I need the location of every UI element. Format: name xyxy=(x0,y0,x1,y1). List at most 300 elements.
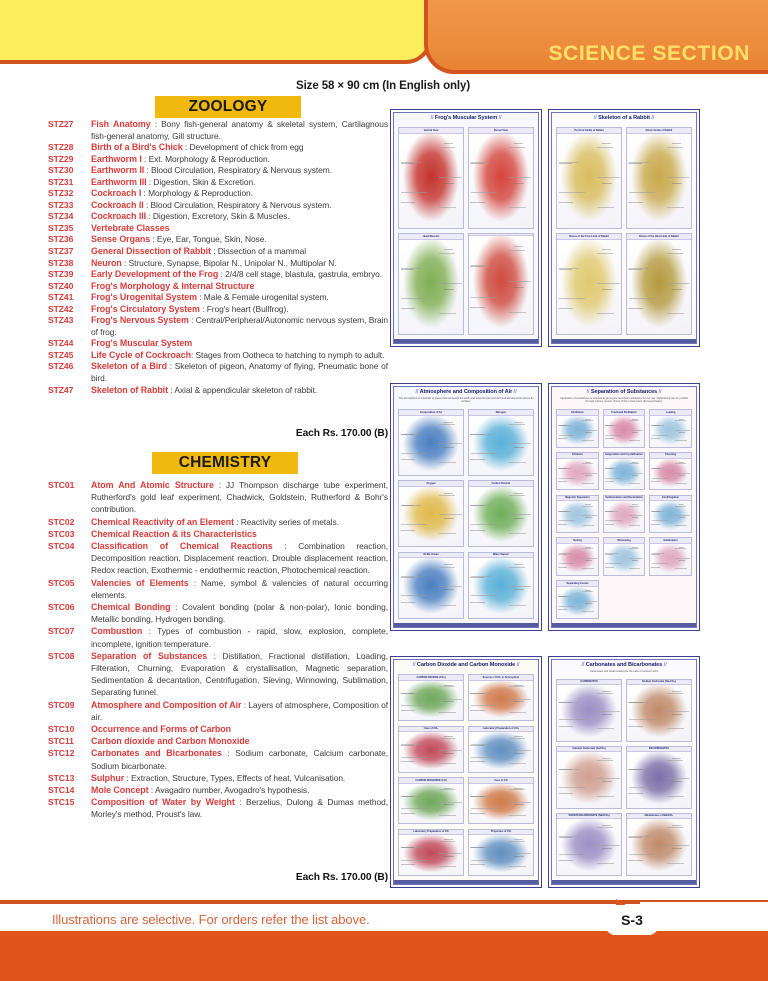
catalog-item-row xyxy=(48,211,388,223)
poster-footer-strip xyxy=(394,623,538,627)
item-code: STC07 xyxy=(48,626,75,637)
poster-label-tick xyxy=(559,269,572,270)
catalog-item-row xyxy=(48,699,388,723)
catalog-item-row xyxy=(48,625,388,649)
poster-label-tick xyxy=(470,434,483,435)
item-code: STZ47 xyxy=(48,384,74,395)
poster-panel-art xyxy=(469,732,533,772)
poster-label-tick xyxy=(444,249,453,250)
poster-panel-caption: Nitrogen xyxy=(469,410,533,416)
poster-label-tick xyxy=(679,419,685,420)
poster-label-tick xyxy=(514,518,524,519)
poster-label-tick xyxy=(470,796,483,797)
poster-panel-caption: CARBON MONOXIDE (CO) xyxy=(399,778,463,784)
poster-panel xyxy=(398,726,464,773)
poster-panel xyxy=(649,495,691,533)
item-title: Earthworm III xyxy=(91,176,147,187)
item-description xyxy=(91,723,388,735)
item-code: STZ43 xyxy=(48,315,74,326)
item-code: STZ40 xyxy=(48,280,74,291)
poster-panel-caption: Bones of the Hind Limb of Rabbit xyxy=(627,234,691,240)
item-title: Occurrence and Forms of Carbon xyxy=(91,724,232,735)
poster-title: // Separation of Substances // xyxy=(586,389,662,395)
poster-panel-art xyxy=(627,819,691,874)
poster-label-tick xyxy=(602,781,612,782)
item-description: Frog's Urogenital System : Male & Female urogenital system. xyxy=(91,292,329,303)
poster-inner xyxy=(393,112,539,344)
poster-label-tick xyxy=(470,505,483,506)
poster-label-tick xyxy=(558,468,566,469)
item-title: Frog's Urogenital System xyxy=(91,292,197,303)
poster-inner xyxy=(551,386,697,628)
poster-label-tick xyxy=(401,202,416,203)
poster-panel-caption: Manufacture of NaHCO₃ xyxy=(627,814,691,820)
poster-label-tick xyxy=(514,736,523,737)
item-title: Chemical Bonding xyxy=(91,602,171,613)
poster-footer-strip xyxy=(552,339,696,343)
poster-label-tick xyxy=(470,577,483,578)
poster-label-tick xyxy=(444,788,453,789)
poster-label-tick xyxy=(628,163,641,164)
item-code: STZ34 xyxy=(48,211,74,222)
poster-panel xyxy=(398,409,464,476)
poster-thumbnail-skeleton-of-a-rabbit xyxy=(548,109,700,347)
poster-label-tick xyxy=(559,769,572,770)
poster-panel-art xyxy=(627,134,691,228)
poster-label-tick xyxy=(651,511,659,512)
poster-panel-caption: Separating Funnel xyxy=(557,581,597,587)
catalog-item-row xyxy=(48,246,388,258)
item-title: Valencies of Elements xyxy=(91,577,189,588)
item-title: Earthworm I xyxy=(91,153,142,164)
poster-label-tick xyxy=(470,847,483,848)
item-title: Separation of Substances xyxy=(91,650,208,661)
catalog-item-row xyxy=(48,361,388,384)
poster-panel-caption: Winnowing xyxy=(604,538,644,544)
item-title: Atmosphere and Composition of Air xyxy=(91,699,242,710)
item-title: Skeleton of Rabbit xyxy=(91,384,169,395)
item-description: General Dissection of Rabbit : Dissection of a mammal xyxy=(91,246,307,257)
poster-label-tick xyxy=(444,804,454,805)
item-code: STZ42 xyxy=(48,303,74,314)
poster-label-tick xyxy=(628,702,641,703)
poster-label-tick xyxy=(672,143,681,144)
item-code: STZ31 xyxy=(48,176,74,187)
poster-label-tick xyxy=(401,813,416,814)
catalog-item-row xyxy=(48,304,388,316)
poster-thumbnail-atmosphere-composition-of-air xyxy=(390,383,542,631)
poster-label-tick xyxy=(514,685,523,686)
item-description: Cockroach III : Digestion, Excretory, Skin & Muscles. xyxy=(91,211,290,222)
poster-panel xyxy=(468,127,534,229)
poster-label-tick xyxy=(559,837,572,838)
poster-footer-strip xyxy=(394,339,538,343)
poster-panel-caption: Centrifugation xyxy=(650,496,690,502)
poster-label-tick xyxy=(651,468,659,469)
poster-label-tick xyxy=(401,505,414,506)
poster-label-tick xyxy=(401,308,416,309)
poster-label-tick xyxy=(514,183,524,184)
poster-footer-strip xyxy=(552,880,696,884)
chemistry-price: Each Rs. 170.00 (B) xyxy=(295,872,388,883)
item-description xyxy=(91,281,388,293)
poster-panel-caption: Sources of CO₂ in Atmosphere xyxy=(469,675,533,681)
poster-label-tick xyxy=(444,422,453,423)
poster-label-tick xyxy=(401,530,416,531)
item-title: Neuron xyxy=(91,257,122,268)
poster-label-tick xyxy=(514,804,524,805)
page-header-banner xyxy=(0,0,768,74)
poster-label-tick xyxy=(651,425,659,426)
poster-label-tick xyxy=(444,753,454,754)
poster-panel-caption: Sodium Carbonate (Na₂CO₃) xyxy=(627,680,691,686)
poster-inner xyxy=(393,659,539,885)
poster-panel xyxy=(398,480,464,547)
item-title: General Dissection of Rabbit xyxy=(91,246,211,257)
poster-panel-art xyxy=(627,752,691,807)
poster-label-tick xyxy=(558,596,566,597)
poster-label-tick xyxy=(558,511,566,512)
poster-label-tick xyxy=(444,518,454,519)
footer-note: Illustrations are selective. For orders refer the list above. xyxy=(52,912,370,927)
poster-label-tick xyxy=(672,825,681,826)
poster-label-tick xyxy=(401,761,416,762)
poster-label-tick xyxy=(585,590,591,591)
poster-label-tick xyxy=(628,769,641,770)
poster-panel-caption: Pelvic Girdle of Rabbit xyxy=(627,128,691,134)
poster-panel xyxy=(556,537,598,575)
item-code: STC06 xyxy=(48,602,75,613)
poster-panel-art xyxy=(469,236,533,334)
poster-panel-art xyxy=(604,416,644,447)
poster-panel-caption: Noble Gases xyxy=(399,553,463,559)
catalog-item-row xyxy=(48,315,388,338)
catalog-item-row xyxy=(48,796,388,820)
item-code: STC05 xyxy=(48,577,75,588)
poster-label-tick xyxy=(672,289,682,290)
item-code: STZ33 xyxy=(48,199,74,210)
catalog-item-row xyxy=(48,577,388,601)
poster-label-tick xyxy=(444,143,453,144)
poster-panel xyxy=(398,233,464,335)
poster-panel-art xyxy=(627,685,691,740)
poster-label-tick xyxy=(679,475,685,476)
poster-title: // Skeleton of a Rabbit // xyxy=(593,115,655,121)
poster-panel-art xyxy=(469,558,533,617)
poster-label-tick xyxy=(628,837,641,838)
poster-title: // Carbon Dioxide and Carbon Monoxide // xyxy=(412,662,520,668)
poster-label-tick xyxy=(585,547,591,548)
item-code: STC15 xyxy=(48,797,75,808)
item-title: Cockroach I xyxy=(91,188,142,199)
poster-panel xyxy=(556,495,598,533)
catalog-item-row xyxy=(48,258,388,270)
poster-label-tick xyxy=(602,691,611,692)
item-code: STZ39 xyxy=(48,269,74,280)
zoology-price: Each Rs. 170.00 (B) xyxy=(295,428,388,439)
poster-label-tick xyxy=(514,493,523,494)
poster-panel-caption: SODIUM BICARBONATE (NaHCO₃) xyxy=(557,814,621,820)
item-description: Cockroach II : Blood Circulation, Respiratory & Nervous system. xyxy=(91,199,332,210)
poster-label-tick xyxy=(632,419,638,420)
item-code: STZ27 xyxy=(48,119,74,129)
poster-label-tick xyxy=(628,202,643,203)
item-description: Early Development of the Frog : 2/4/8 cell stage, blastula, gastrula, embryo. xyxy=(91,269,383,280)
catalog-item-row xyxy=(48,177,388,189)
poster-subtitle: Carbonates and bicarbonates are the salts of carbonic acid. xyxy=(589,670,659,673)
poster-panel xyxy=(626,679,692,742)
poster-label-tick xyxy=(632,432,638,433)
item-description: Frog's Nervous System : Central/Peripheral/Autonomic nervous system, Brain of frog. xyxy=(91,315,389,337)
poster-label-tick xyxy=(444,493,453,494)
poster-label-tick xyxy=(585,517,591,518)
poster-panel-caption: Dorsal View xyxy=(469,128,533,134)
item-title: Classification of Chemical Reactions xyxy=(91,541,273,552)
item-code: STC03 xyxy=(48,528,75,539)
poster-panel xyxy=(649,452,691,490)
poster-label-tick xyxy=(470,459,485,460)
poster-panel-caption: Evaporation and Crystallisation xyxy=(604,453,644,459)
item-description: Separation of Substances : Distillation, Fractional distillation, Loading, Filteration, Churning, Evaporation & crystallisation, Magnetic separation, Sedimentation & decantation, Centrifugation, Sieving, Winnowing, Sublimation, Separating funnel. xyxy=(91,650,389,698)
poster-panel xyxy=(468,777,534,824)
poster-label-tick xyxy=(401,434,414,435)
orange-header-tab xyxy=(424,0,768,74)
poster-label-tick xyxy=(628,726,643,727)
catalog-item-row xyxy=(48,200,388,212)
page-number-badge: S-3 xyxy=(606,905,658,935)
poster-label-tick xyxy=(651,481,660,482)
poster-panel-caption: Carbon Dioxide xyxy=(469,481,533,487)
poster-panel xyxy=(649,409,691,447)
poster-label-tick xyxy=(628,269,641,270)
poster-label-tick xyxy=(444,701,454,702)
item-description: Neuron : Structure, Synapse, Bipolar N., Unipolar N., Multipolar N. xyxy=(91,257,337,268)
item-title: Early Development of the Frog xyxy=(91,269,219,280)
poster-panel-caption: Magnetic Separation xyxy=(557,496,597,502)
poster-panel-caption: Laboratory Preparation of CO₂ xyxy=(469,727,533,733)
poster-label-tick xyxy=(602,848,612,849)
poster-panel-caption: Head Muscles xyxy=(399,234,463,240)
poster-panel xyxy=(626,233,692,335)
item-title: Birth of a Bird's Chick xyxy=(91,142,183,153)
poster-label-tick xyxy=(558,425,566,426)
item-code: STZ38 xyxy=(48,257,74,268)
catalog-item-row xyxy=(48,234,388,246)
catalog-item-row xyxy=(48,188,388,200)
item-title: Cockroach II xyxy=(91,199,144,210)
item-description: Combustion : Types of combustion - rapid, slow, explosion, complete, incomplete, ignition temperature. xyxy=(91,626,388,649)
poster-panel-caption: Churning xyxy=(650,453,690,459)
poster-panel-art xyxy=(557,587,597,618)
poster-label-tick xyxy=(585,560,591,561)
catalog-item-row xyxy=(48,601,388,625)
poster-panel-art xyxy=(399,681,463,721)
item-code: STC02 xyxy=(48,516,75,527)
item-code: STC09 xyxy=(48,699,75,710)
item-code: STC14 xyxy=(48,785,75,796)
poster-panel-art xyxy=(650,459,690,490)
poster-label-tick xyxy=(558,438,567,439)
item-title: Sense Organs xyxy=(91,234,151,245)
item-code: STZ32 xyxy=(48,188,74,199)
poster-panel-caption: BICARBONATES xyxy=(627,747,691,753)
poster-label-tick xyxy=(558,554,566,555)
poster-panel-art xyxy=(650,544,690,575)
poster-label-tick xyxy=(558,609,567,610)
item-description: Valencies of Elements : Name, symbol & valencies of natural occurring elements. xyxy=(91,577,388,600)
item-title: Carbon dioxide and Carbon Monoxide xyxy=(91,736,250,747)
item-description: Earthworm III : Digestion, Skin & Excretion. xyxy=(91,176,256,187)
catalog-item-row xyxy=(48,338,388,350)
poster-label-tick xyxy=(559,860,574,861)
catalog-item-row xyxy=(48,772,388,784)
poster-panel-caption: Calcium Carbonate (CaCO₃) xyxy=(557,747,621,753)
poster-panel xyxy=(626,813,692,876)
item-title: Chemical Reactivity of an Element xyxy=(91,516,234,527)
poster-label-tick xyxy=(651,524,660,525)
poster-label-tick xyxy=(514,839,523,840)
item-title: Frog's Nervous System xyxy=(91,315,189,326)
poster-panel-caption: Loading xyxy=(650,410,690,416)
poster-label-tick xyxy=(559,793,574,794)
item-code: STC08 xyxy=(48,650,75,661)
catalog-item-row xyxy=(48,154,388,166)
poster-panel-art xyxy=(557,544,597,575)
poster-panel xyxy=(603,495,645,533)
poster-label-tick xyxy=(444,589,454,590)
poster-panel xyxy=(556,746,622,809)
poster-panel xyxy=(468,480,534,547)
item-description: Carbonates and Bicarbonates : Sodium carbonate, Calcium carbonate, Sodium bicarbonate. xyxy=(91,748,388,771)
item-code: STC10 xyxy=(48,724,75,735)
poster-panel xyxy=(468,674,534,721)
poster-panel-caption: Laboratory Preparation of CO xyxy=(399,830,463,836)
poster-label-tick xyxy=(470,864,485,865)
catalog-item-row xyxy=(48,350,388,362)
poster-panel-art xyxy=(650,416,690,447)
poster-panel xyxy=(556,233,622,335)
poster-subtitle: The atmosphere is a blanket of gases that surrounds the earth and extends upto several hundred kilometres above its surface. xyxy=(398,397,534,404)
item-code: STZ36 xyxy=(48,234,74,245)
poster-panel xyxy=(603,409,645,447)
poster-panel-art xyxy=(399,784,463,824)
poster-panel xyxy=(398,829,464,876)
poster-label-tick xyxy=(585,432,591,433)
poster-panel-art xyxy=(399,487,463,546)
item-description xyxy=(91,223,388,235)
poster-panel-art xyxy=(557,459,597,490)
poster-label-tick xyxy=(605,481,614,482)
poster-label-tick xyxy=(401,796,414,797)
poster-panel xyxy=(556,580,598,618)
poster-label-tick xyxy=(470,266,483,267)
poster-panel-art xyxy=(469,416,533,475)
catalog-item-row xyxy=(48,784,388,796)
poster-label-tick xyxy=(401,693,414,694)
catalog-item-row xyxy=(48,281,388,293)
item-title: Atom And Atomic Structure xyxy=(91,480,214,490)
item-code: STZ45 xyxy=(48,349,74,360)
footer-orange-band xyxy=(0,931,768,981)
poster-panel xyxy=(556,679,622,742)
poster-label-tick xyxy=(559,202,574,203)
poster-panel-art xyxy=(399,558,463,617)
poster-label-tick xyxy=(651,567,660,568)
item-title: Frog's Morphology & Internal Structure xyxy=(91,280,255,291)
item-description: Atom And Atomic Structure : JJ Thompson discharge tube experiment, Rutherford's gold leaf experiment, Chadwick, Goldstein, Rutherford & Bohr's contribution. xyxy=(91,480,388,515)
catalog-item-row xyxy=(48,165,388,177)
poster-panel xyxy=(468,829,534,876)
poster-panel-art xyxy=(604,459,644,490)
item-code: STC11 xyxy=(48,736,74,747)
poster-panel xyxy=(556,813,622,876)
poster-label-tick xyxy=(558,567,567,568)
poster-panel-art xyxy=(557,416,597,447)
item-code: STC12 xyxy=(48,748,75,759)
poster-label-tick xyxy=(401,864,416,865)
item-title: Life Cycle of Cockroach xyxy=(91,349,191,360)
poster-label-tick xyxy=(470,602,485,603)
poster-label-tick xyxy=(585,603,591,604)
poster-panel xyxy=(468,726,534,773)
poster-label-tick xyxy=(628,860,643,861)
poster-label-tick xyxy=(444,685,453,686)
item-description xyxy=(91,338,388,350)
poster-subtitle: Separation of substances is required to get a pure and clean substance for our use. Substances can be purified through various means. Some of them have been discussed below. xyxy=(560,397,688,404)
poster-label-tick xyxy=(559,308,574,309)
poster-label-tick xyxy=(605,567,614,568)
poster-label-tick xyxy=(514,788,523,789)
poster-footer-strip xyxy=(552,623,696,627)
poster-panel xyxy=(468,233,534,335)
catalog-item-row xyxy=(48,540,388,577)
yellow-header-tab xyxy=(0,0,432,64)
poster-panel-art xyxy=(557,752,621,807)
item-code: STZ29 xyxy=(48,153,74,164)
poster-panel-art xyxy=(399,134,463,228)
poster-panel-art xyxy=(650,501,690,532)
poster-panel xyxy=(556,127,622,229)
poster-panel-caption: CARBON DIOXIDE (CO₂) xyxy=(399,675,463,681)
poster-body xyxy=(394,123,538,339)
catalog-item-row xyxy=(48,735,388,747)
poster-label-tick xyxy=(401,269,414,270)
poster-label-tick xyxy=(401,602,416,603)
item-description: Sulphur : Extraction, Structure, Types, Effects of heat, Vulcanisation. xyxy=(91,772,346,783)
page-footer xyxy=(0,899,768,981)
poster-label-tick xyxy=(558,524,567,525)
poster-title: // Carbonates and Bicarbonates // xyxy=(581,662,667,668)
poster-label-tick xyxy=(514,589,524,590)
poster-footer-strip xyxy=(394,880,538,884)
poster-label-tick xyxy=(514,564,523,565)
poster-panel xyxy=(626,127,692,229)
item-title: Vertebrate Classes xyxy=(91,222,170,233)
poster-label-tick xyxy=(401,459,416,460)
poster-panel-caption: Bones of the Fore Limb of Rabbit xyxy=(557,234,621,240)
poster-label-tick xyxy=(559,163,572,164)
poster-panel-caption: Water Vapour xyxy=(469,553,533,559)
catalog-item-row xyxy=(48,269,388,281)
poster-thumbnail-carbon-dioxide-and-carbon-monoxide xyxy=(390,656,542,888)
poster-panel xyxy=(556,452,598,490)
catalog-item-row xyxy=(48,142,388,154)
poster-panel-art xyxy=(469,487,533,546)
poster-label-tick xyxy=(602,758,611,759)
poster-panel-art xyxy=(557,819,621,874)
catalog-item-row xyxy=(48,528,388,540)
item-description: Life Cycle of Cockroach: Stages from Ootheca to hatching to nymph to adult. xyxy=(91,349,385,360)
